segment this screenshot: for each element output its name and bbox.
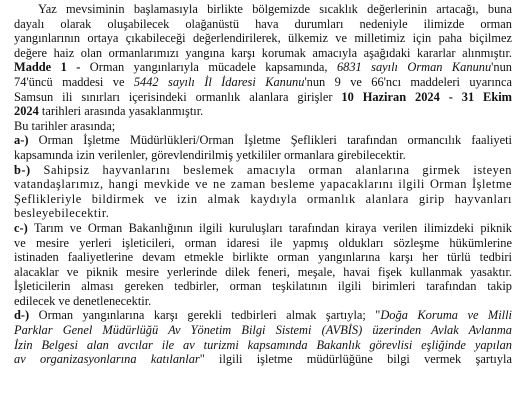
law-reference-5442: 5442 sayılı İl İdaresi Kanunu — [133, 74, 305, 89]
article-line-3: Samsun ili sınırları içerisindeki ormanlık alanlara girişler 10 Haziran 2024 - 31 Ekim — [14, 89, 512, 104]
item-c-line-6: edilecek ve denetlenecektir. — [14, 293, 152, 308]
item-c-line-3: istinaden faaliyetlerine devam etmekle birlikte orman yangınlarına karşı her türlü tedbiri — [14, 250, 512, 265]
article-line-2: 74'üncü maddesi ve 5442 sayılı İl İdaresi Kanunu'nun 9 ve 66'ncı maddeleri uyarınca — [14, 74, 512, 89]
item-c-line-1: c-) Tarım ve Orman Bakanlığının ilgili kuruluşları tarafından kiraya verilen ilimizdeki piknik — [14, 220, 512, 235]
ban-dates: 10 Haziran 2024 - 31 Ekim — [341, 89, 512, 104]
item-d-line-3: İzin Belgesi alan avcılar ile av turizmi kapsamında Bakanlık görevlisi eşliğinde yapılan — [14, 337, 512, 352]
item-a-line-1: a-) Orman İşletme Müdürlükleri/Orman İşletme Şeflikleri tarafından ormancılık faaliyeti — [14, 133, 512, 148]
item-a-line-2: kapsamında izin verilenler, görevlendirilmiş yetkililer ormanlara girebilecektir. — [14, 147, 406, 162]
item-d-line-2: Parklar Genel Müdürlüğü Av Yönetim Bilgi Sistemi (AVBİS) üzerinden Avlak Avlanma — [14, 323, 512, 338]
item-b-line-3: Şeflikleriyle bildirmek ve izin almak kaydıyla ormanlık alanlara girip hayvanları — [14, 191, 512, 206]
article-line-5: Bu tarihler arasında; — [14, 118, 116, 133]
item-a-label: a-) — [14, 133, 29, 148]
item-c-label: c-) — [14, 220, 28, 235]
article-line-4: 2024 tarihleri arasında yasaklanmıştır. — [14, 104, 204, 119]
article-line-1: Madde 1 - Orman yangınlarıyla mücadele kapsamında, 6831 sayılı Orman Kanunu'nun — [14, 60, 512, 75]
ban-year: 2024 — [14, 104, 39, 119]
intro-line-3: yangınlarının ortaya çıkabileceği değerlendirilerek, ülkemiz ve milletimiz için paha biçilmez — [14, 31, 512, 46]
item-c-line-4: alacaklar ve piknik mesire yerlerinde dilek feneri, meşale, havai fişek kullanmak yasaktır. — [14, 264, 512, 279]
item-b-line-2: vatandaşlarımız, hangi mevkide ve ne zaman besleme yapacaklarını ilgili Orman İşletme — [14, 177, 512, 192]
article-label: Madde 1 - — [14, 60, 81, 75]
item-b-label: b-) — [14, 162, 31, 177]
item-d-line-1: d-) Orman yangınlarına karşı gerekli tedbirleri almak şartıyla; "Doğa Koruma ve Milli — [14, 308, 512, 323]
item-b-line-1: b-) Sahipsiz hayvanlarını beslemek amacıyla orman alanlarına girmek isteyen — [14, 162, 512, 177]
item-d-label: d-) — [14, 308, 30, 323]
item-c-line-5: İşleticilerin alması gereken tedbirler, orman teşkilatının ilgili birimleri tarafından takip — [14, 279, 512, 294]
item-d-line-4: av organizasyonlarına katılanlar" ilgili işletme müdürlüğüne bilgi vermek şartıyla — [14, 352, 512, 367]
item-c-line-2: ve mesire yerleri işleticileri, orman idaresi ile yapmış oldukları sözleşme hükümlerine — [14, 235, 512, 250]
intro-line-4: değere haiz olan ormanlarımızı yangına karşı korumak amacıyla aşağıdaki kararlar alınmıştır. — [14, 45, 512, 60]
intro-line-2: dayalı olarak oluşabilecek olağanüstü hava durumları nedeniyle ilimizde orman — [14, 16, 512, 31]
law-reference-6831: 6831 sayılı Orman Kanunu — [336, 60, 492, 75]
item-b-line-4: besleyebilecektir. — [14, 206, 110, 221]
intro-line-1: Yaz mevsiminin başlamasıyla birlikte bölgemizde sıcaklık değerlerinin artacağı, buna — [38, 2, 512, 16]
